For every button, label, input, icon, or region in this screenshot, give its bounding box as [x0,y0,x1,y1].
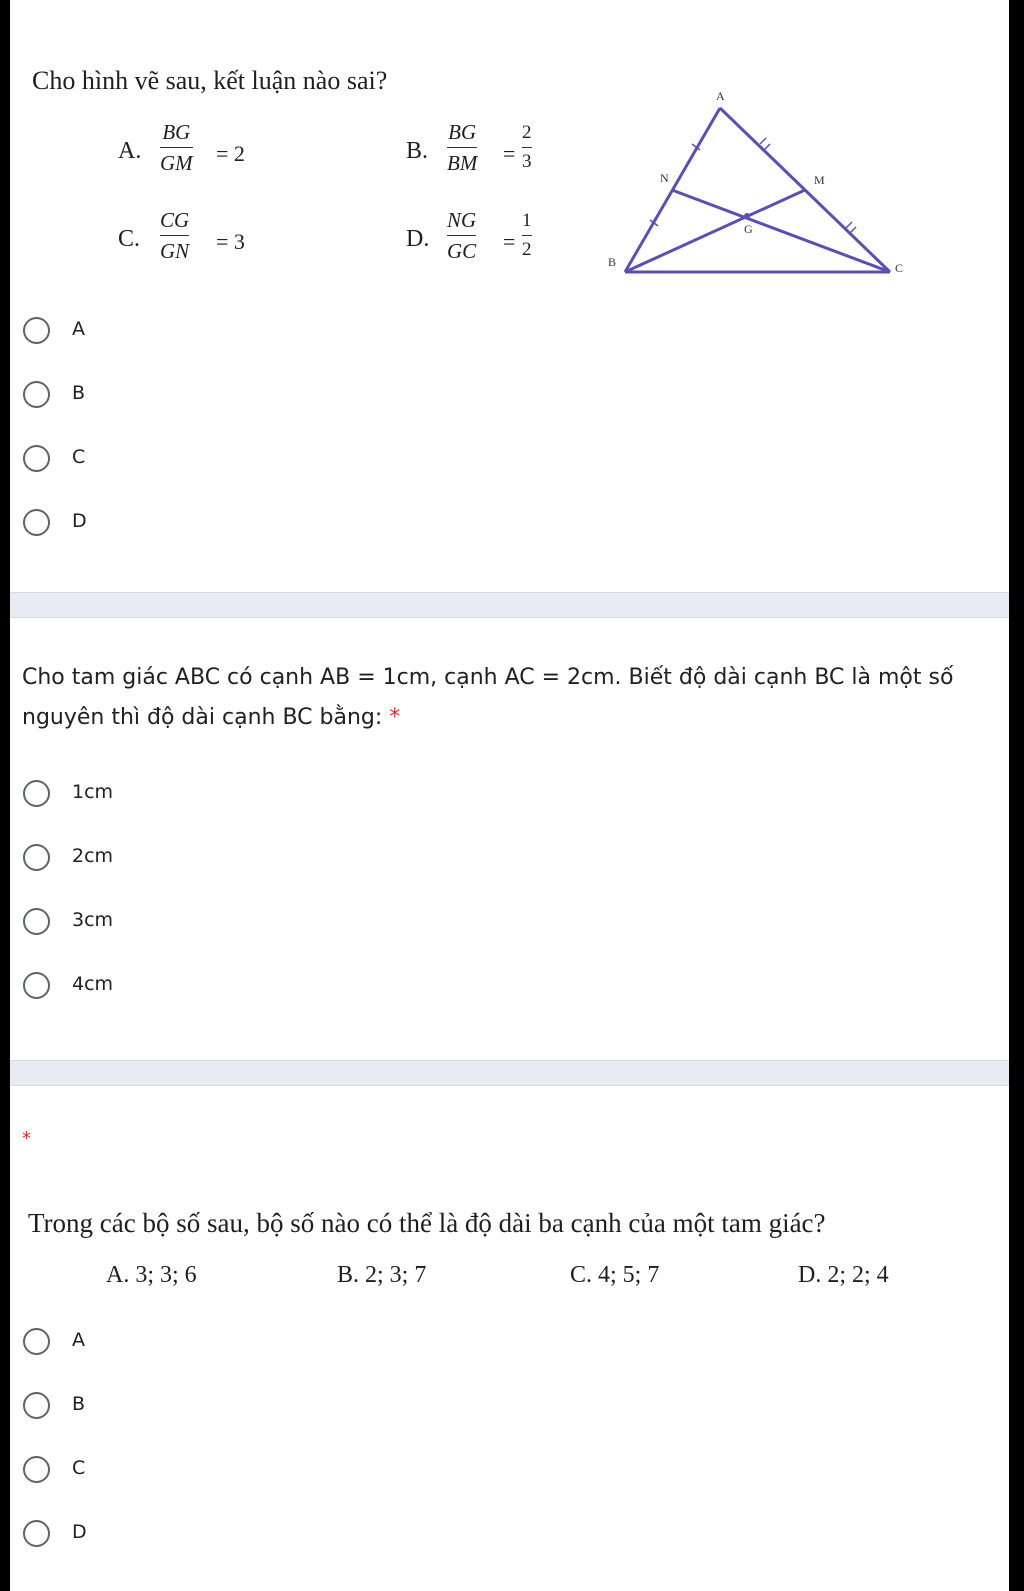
question-2-title [22,658,982,738]
q1-radio-c-label: C [72,446,86,468]
q3-radio-a-label: A [72,1329,85,1351]
q1-option-b-result-denominator: 3 [522,151,532,172]
form-page [10,0,1009,1591]
q2-radio-3cm-label: 3cm [72,909,114,931]
q1-option-b-letter: B. [406,138,429,164]
q3-option-b: B. 2; 3; 7 [337,1262,427,1288]
q1-option-d-equals: = [503,229,516,254]
q1-option-d-fraction [447,208,476,263]
q1-option-b-result-numerator: 2 [522,122,532,143]
question-2-text: Cho tam giác ABC có cạnh AB = 1cm, cạnh AC = 2cm. Biết độ dài cạnh BC là một số nguyên thì độ dài cạnh BC bằng: [22,665,954,730]
q1-option-a-denominator: GM [160,151,193,175]
q1-radio-b[interactable] [23,381,50,408]
q1-option-a-equals: = 2 [216,141,245,166]
q1-option-c-denominator: GN [160,239,190,263]
q2-radio-3cm[interactable] [23,908,50,935]
q1-option-a-letter: A. [118,138,142,164]
q1-option-b-result [522,122,532,173]
q2-radio-2cm-label: 2cm [72,845,114,867]
q2-radio-1cm-label: 1cm [72,781,114,803]
q1-option-d-result-numerator: 1 [522,210,532,231]
label-g: G [744,222,753,236]
section-divider [10,1060,1009,1086]
q1-option-d-numerator: NG [447,208,477,232]
q3-option-d: D. 2; 2; 4 [798,1262,889,1288]
q1-radio-d-label: D [72,510,87,532]
q1-option-b-fraction [447,120,477,175]
required-asterisk: * [22,1128,31,1149]
q2-radio-2cm[interactable] [23,844,50,871]
label-m: M [814,173,825,187]
label-c: C [895,261,904,275]
q1-option-d-denominator: GC [447,239,477,263]
q3-radio-c[interactable] [23,1456,50,1483]
q1-option-c-letter: C. [118,226,141,252]
triangle-figure [590,80,920,290]
required-asterisk: * [389,705,401,730]
q1-radio-a-label: A [72,318,85,340]
q3-option-c: C. 4; 5; 7 [570,1262,660,1288]
q1-option-c-equals: = 3 [216,229,245,254]
q3-radio-d[interactable] [23,1520,50,1547]
centroid-point [744,213,750,219]
label-n: N [660,171,669,185]
q1-option-d-result [522,210,532,261]
label-a: A [716,89,725,103]
label-b: B [608,255,617,269]
q3-option-a: A. 3; 3; 6 [106,1262,197,1288]
q3-radio-c-label: C [72,1457,86,1479]
q2-radio-4cm-label: 4cm [72,973,114,995]
q1-option-a-numerator: BG [162,120,191,144]
q1-option-b-equals: = [503,141,516,166]
q1-option-c-fraction [160,208,189,263]
question-1-title: Cho hình vẽ sau, kết luận nào sai? [32,66,388,95]
q1-radio-a[interactable] [23,317,50,344]
q1-option-b-denominator: BM [447,151,478,175]
q1-option-d-result-denominator: 2 [522,239,532,260]
q3-radio-b[interactable] [23,1392,50,1419]
q1-option-d-letter: D. [406,226,430,252]
q3-radio-d-label: D [72,1521,87,1543]
q1-radio-b-label: B [72,382,86,404]
section-divider [10,592,1009,618]
q3-radio-a[interactable] [23,1328,50,1355]
q1-radio-d[interactable] [23,509,50,536]
q3-radio-b-label: B [72,1393,86,1415]
question-3-title: Trong các bộ số sau, bộ số nào có thể là độ dài ba cạnh của một tam giác? [28,1208,826,1238]
q1-option-a-fraction [160,120,193,175]
q2-radio-4cm[interactable] [23,972,50,999]
q2-radio-1cm[interactable] [23,780,50,807]
q1-option-b-numerator: BG [448,120,477,144]
q1-radio-c[interactable] [23,445,50,472]
q1-option-c-numerator: CG [160,208,190,232]
